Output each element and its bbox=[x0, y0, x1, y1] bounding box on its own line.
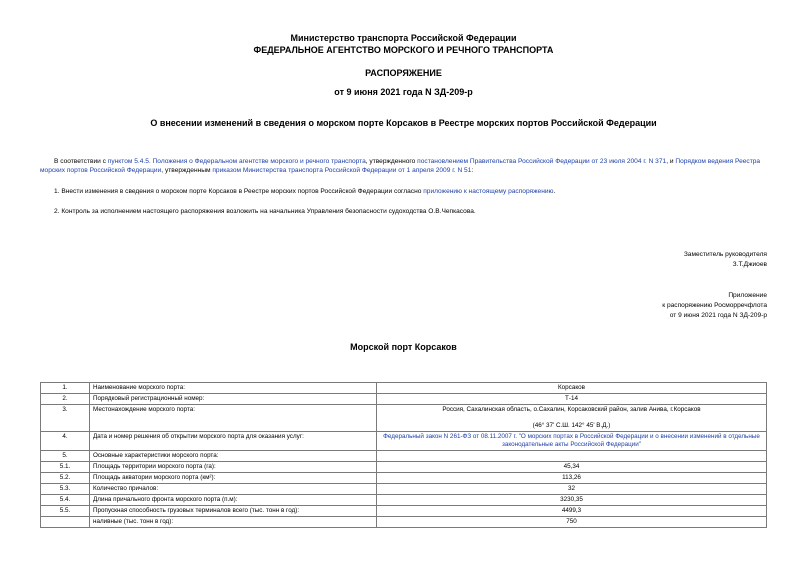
row-value: Корсаков bbox=[377, 383, 767, 394]
row-value bbox=[377, 432, 767, 451]
row-number: 3. bbox=[41, 405, 90, 432]
doc-date-number: от 9 июня 2021 года N ЗД-209-р bbox=[334, 87, 473, 97]
port-registry-table bbox=[40, 382, 767, 528]
row-number: 1. bbox=[41, 383, 90, 394]
row-name: Основные характеристики морского порта: bbox=[90, 451, 377, 462]
link-registry-procedure[interactable]: Порядком ведения Реестра морских портов Российской Федерации bbox=[40, 158, 761, 174]
link-regulation-clause[interactable]: пунктом 5.4.5. Положения о Федеральном агентстве морского и речного транспорта bbox=[107, 158, 366, 165]
agency-name: ФЕДЕРАЛЬНОЕ АГЕНТСТВО МОРСКОГО И РЕЧНОГО ТРАНСПОРТА bbox=[253, 45, 554, 55]
row-value: 45,34 bbox=[377, 462, 767, 473]
doc-title: О внесении изменений в сведения о морском порте Корсаков в Реестре морских портов Российской Федерации bbox=[150, 118, 657, 128]
link-appendix[interactable]: приложению к настоящему распоряжению bbox=[423, 188, 554, 195]
row-name: Дата и номер решения об открытии морского порта для оказания услуг: bbox=[90, 432, 377, 451]
item-1 bbox=[54, 187, 768, 196]
row-value: Т-14 bbox=[377, 394, 767, 405]
row-value bbox=[377, 451, 767, 462]
table-row bbox=[41, 473, 767, 484]
table-row bbox=[41, 484, 767, 495]
row-value: 113,26 bbox=[377, 473, 767, 484]
row-name: Площадь акватории морского порта (км²): bbox=[90, 473, 377, 484]
row-name: Наименование морского порта: bbox=[90, 383, 377, 394]
row-name: Местонахождение морского порта: bbox=[90, 405, 377, 432]
signature-name: З.Т.Джиоев bbox=[732, 261, 767, 268]
row-number: 5.5. bbox=[41, 506, 90, 517]
appendix-line-1: Приложение bbox=[728, 292, 767, 299]
preamble-text: В соответствии с bbox=[54, 158, 108, 165]
row-value: 3230,35 bbox=[377, 495, 767, 506]
row-name: Длина причального фронта морского порта (п.м): bbox=[90, 495, 377, 506]
item-1-end: . bbox=[553, 188, 556, 195]
preamble-text: , утвержденным bbox=[161, 167, 213, 174]
row-number: 5.1. bbox=[41, 462, 90, 473]
table-row bbox=[41, 517, 767, 528]
row-name: Количество причалов: bbox=[90, 484, 377, 495]
row-name: Площадь территории морского порта (га): bbox=[90, 462, 377, 473]
appendix-line-3: от 9 июня 2021 года N ЗД-209-р bbox=[669, 312, 767, 319]
row-number bbox=[41, 517, 90, 528]
location-address: Россия, Сахалинская область, о.Сахалин, Корсаковский район, залив Анива, г.Корсаков bbox=[442, 406, 701, 413]
row-number: 5.4. bbox=[41, 495, 90, 506]
preamble-text: , и bbox=[666, 158, 676, 165]
row-number: 5.2. bbox=[41, 473, 90, 484]
table-row bbox=[41, 506, 767, 517]
row-name: наливные (тыс. тонн в год): bbox=[90, 517, 377, 528]
table-row bbox=[41, 383, 767, 394]
row-value: 4499,3 bbox=[377, 506, 767, 517]
table-row bbox=[41, 394, 767, 405]
row-name: Порядковый регистрационный номер: bbox=[90, 394, 377, 405]
signature-position: Заместитель руководителя bbox=[683, 251, 767, 258]
row-number: 5. bbox=[41, 451, 90, 462]
item-1-text: 1. Внести изменения в сведения о морском порте Корсаков в Реестре морских портов Российской Федерации согласно bbox=[54, 188, 424, 195]
preamble-text: : bbox=[471, 167, 474, 174]
preamble bbox=[40, 157, 768, 175]
row-number: 5.3. bbox=[41, 484, 90, 495]
table-row bbox=[41, 451, 767, 462]
link-federal-law[interactable]: Федеральный закон N 261-ФЗ от 08.11.2007 г. "О морских портах в Российской Федерации и о внесении изменений в отдельные законодательные акты Российской Федерации" bbox=[383, 433, 760, 448]
location-coordinates: (46° 37' С.Ш. 142° 45' В.Д.) bbox=[532, 422, 611, 429]
link-ministry-order[interactable]: приказом Министерства транспорта Российской Федерации от 1 апреля 2009 г. N 51 bbox=[212, 167, 472, 174]
table-row bbox=[41, 432, 767, 451]
item-2: 2. Контроль за исполнением настоящего распоряжения возложить на начальника Управления безопасности судоходства О.В.Чепкасова. bbox=[54, 208, 476, 215]
ministry-name: Министерство транспорта Российской Федерации bbox=[290, 33, 517, 43]
table-row bbox=[41, 405, 767, 432]
row-number: 2. bbox=[41, 394, 90, 405]
port-title: Морской порт Корсаков bbox=[350, 342, 457, 352]
link-government-resolution[interactable]: постановлением Правительства Российской Федерации от 23 июля 2004 г. N 371 bbox=[417, 158, 667, 165]
appendix-line-2: к распоряжению Росморречфлота bbox=[662, 302, 767, 309]
doc-type: РАСПОРЯЖЕНИЕ bbox=[365, 68, 442, 78]
row-number: 4. bbox=[41, 432, 90, 451]
preamble-text: , утвержденного bbox=[365, 158, 418, 165]
table-row bbox=[41, 462, 767, 473]
table-row bbox=[41, 495, 767, 506]
row-value: 750 bbox=[377, 517, 767, 528]
row-value bbox=[377, 405, 767, 432]
row-name: Пропускная способность грузовых терминалов всего (тыс. тонн в год): bbox=[90, 506, 377, 517]
row-value: 32 bbox=[377, 484, 767, 495]
